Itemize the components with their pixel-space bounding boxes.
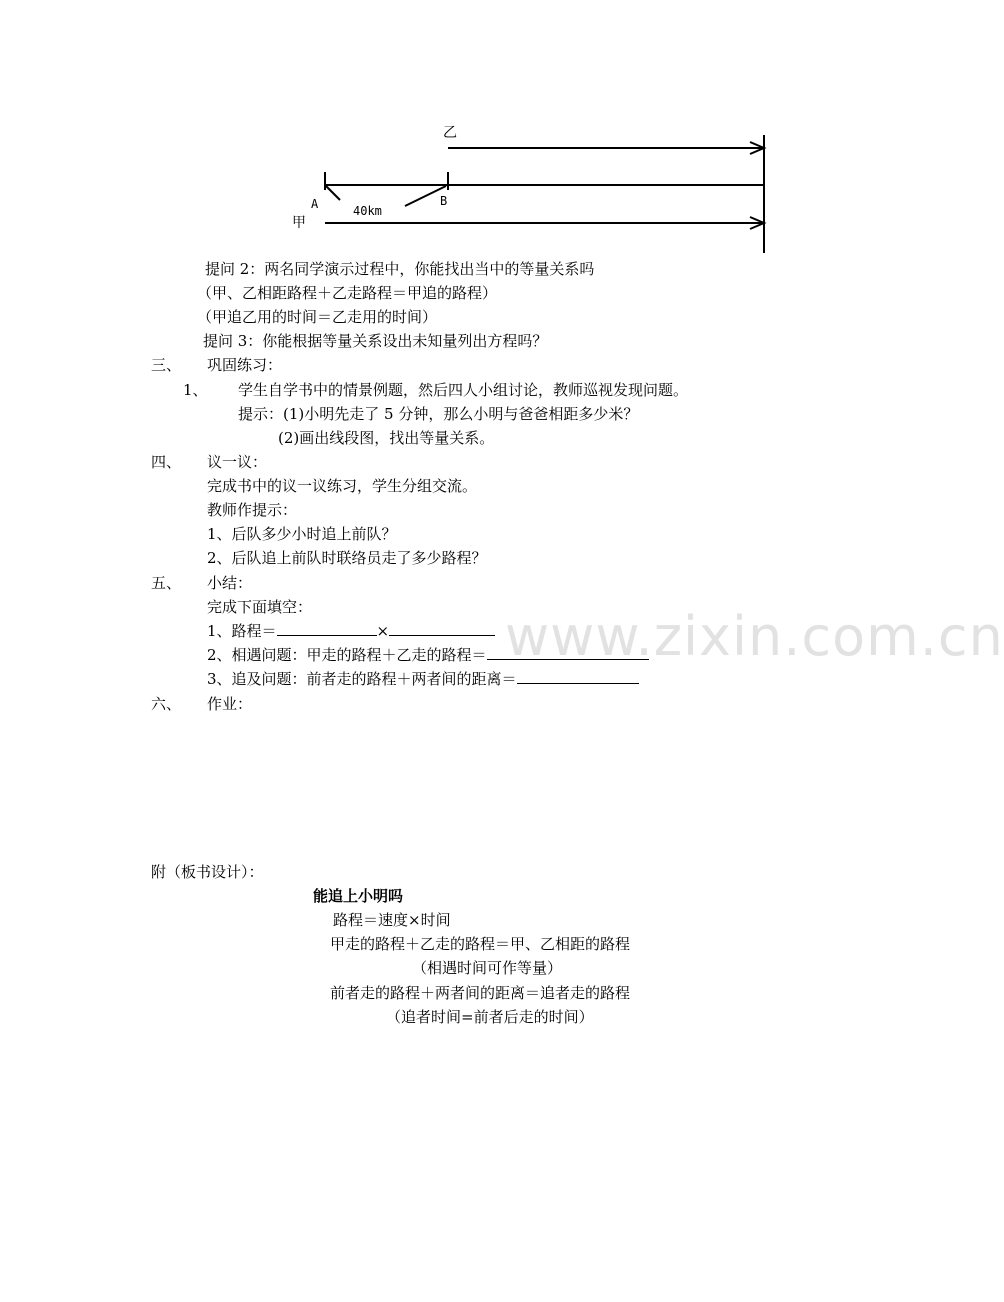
section-4-line-2: 教师作提示： [207, 501, 298, 519]
fill-1-blank-a[interactable] [277, 621, 377, 636]
fill-3-label: 3、追及问题：前者走的路程＋两者间的距离＝ [207, 670, 517, 688]
hint-1: 提示：(1)小明先走了 5 分钟，那么小明与爸爸相距多少米？ [238, 405, 639, 423]
board-heading: 能追上小明吗 [313, 887, 404, 905]
board-line-5: （追者时间=前者后走的时间） [386, 1008, 594, 1026]
fill-1-times: × [376, 622, 390, 640]
label-jia: 甲 [292, 215, 306, 231]
item-1-number: 1、 [183, 381, 208, 399]
section-4-line-3: 1、后队多少小时追上前队？ [207, 525, 397, 543]
label-b: B [440, 194, 448, 208]
chase-line-diagram [0, 0, 920, 260]
board-line-1: 路程＝速度×时间 [333, 911, 451, 929]
equation-1: （甲、乙相距路程＋乙走路程＝甲追的路程） [197, 284, 498, 302]
fill-2-label: 2、相遇问题：甲走的路程＋乙走的路程＝ [207, 646, 487, 664]
section-6-number: 六、 [151, 695, 182, 713]
section-4-title: 议一议： [207, 453, 268, 471]
label-distance: 40km [353, 204, 382, 218]
fill-3-blank[interactable] [517, 669, 639, 684]
watermark: www.zixin.com.cn [505, 605, 1004, 668]
fill-1-label: 1、路程＝ [207, 622, 277, 640]
section-5-line-1: 完成下面填空： [207, 598, 313, 616]
hint-2: (2)画出线段图，找出等量关系。 [278, 429, 495, 447]
section-4-line-1: 完成书中的议一议练习，学生分组交流。 [207, 477, 478, 495]
section-5-title: 小结： [207, 574, 253, 592]
section-3-title: 巩固练习： [207, 356, 283, 374]
question-3: 提问 3：你能根据等量关系设出未知量列出方程吗？ [203, 332, 548, 350]
section-5-number: 五、 [151, 574, 182, 592]
fill-blank-3 [207, 669, 639, 689]
section-3-number: 三、 [151, 356, 182, 374]
brace-left [325, 185, 340, 200]
appendix-title: 附（板书设计）： [151, 863, 264, 881]
board-line-3: （相遇时间可作等量） [412, 959, 563, 977]
question-2: 提问 2：两名同学演示过程中，你能找出当中的等量关系吗 [205, 260, 595, 278]
section-4-line-4: 2、后队追上前队时联络员走了多少路程？ [207, 549, 487, 567]
fill-blank-1 [207, 621, 495, 641]
section-4-number: 四、 [151, 453, 182, 471]
fill-1-blank-b[interactable] [389, 621, 495, 636]
board-line-2: 甲走的路程＋乙走的路程＝甲、乙相距的路程 [330, 935, 631, 953]
item-1-text: 学生自学书中的情景例题，然后四人小组讨论，教师巡视发现问题。 [238, 381, 689, 399]
equation-2: （甲追乙用的时间＝乙走用的时间） [197, 308, 438, 326]
label-yi: 乙 [443, 125, 457, 141]
section-6-title: 作业： [207, 695, 253, 713]
board-line-4: 前者走的路程＋两者间的距离＝追者走的路程 [330, 984, 631, 1002]
label-a: A [311, 197, 319, 211]
